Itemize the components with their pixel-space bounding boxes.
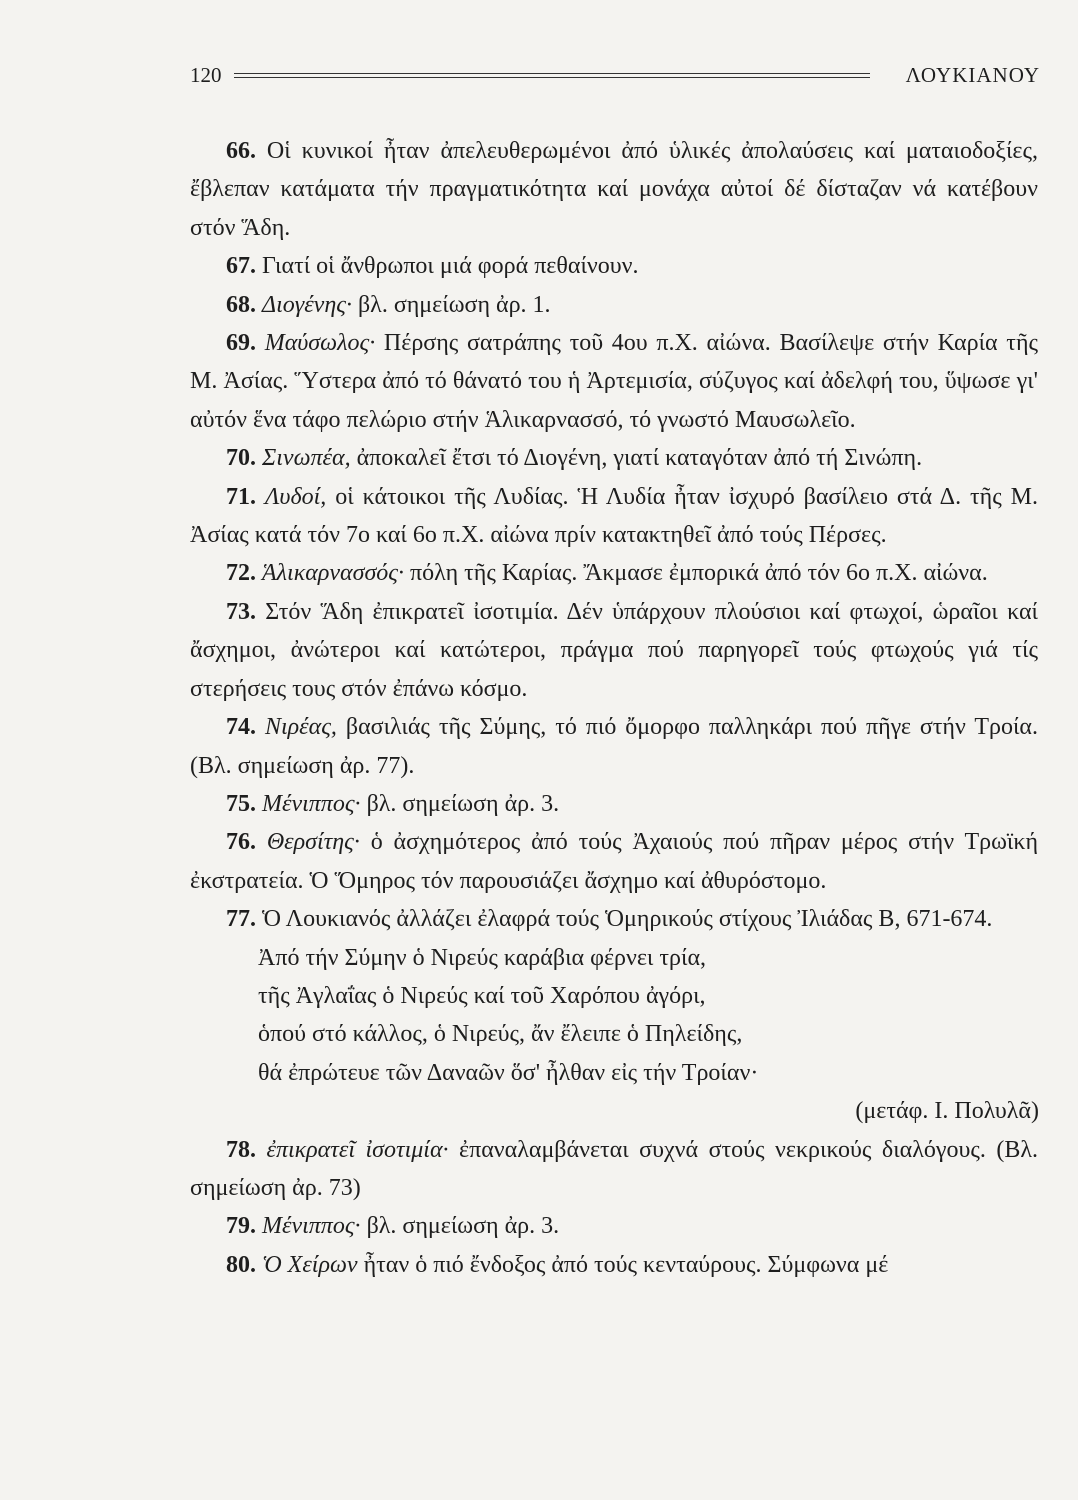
note-number: 76. bbox=[226, 829, 256, 856]
note-text: βλ. σημείωση ἀρ. 1. bbox=[351, 291, 551, 318]
note-text: Πέρσης σατράπης τοῦ 4ου π.Χ. αἰώνα. Βασίλεψε στήν Καρία τῆς Μ. Ἀσίας. Ὕστερα ἀπό τό θάνατό του ἡ Ἀρτεμισία, σύζυγος καί ἀδελφή του, ὕψωσε γι' αὐτόν ἕνα τάφο πελώριο στήν Ἁλικαρνασσό, τό γνωστό Μαυσωλεῖο. bbox=[190, 330, 1039, 433]
note-70 bbox=[190, 439, 1038, 477]
note-78 bbox=[190, 1131, 1038, 1208]
note-text: βλ. σημείωση ἀρ. 3. bbox=[360, 790, 560, 817]
running-title: ΛΟΥΚΙΑΝΟΥ bbox=[905, 63, 1040, 87]
note-lemma: Νιρέας, bbox=[264, 714, 337, 741]
note-text: οἱ κάτοικοι τῆς Λυδίας. Ἡ Λυδία ἦταν ἰσχυρό βασίλειο στά Δ. τῆς Μ. Ἀσίας κατά τόν 7ο καί 6ο π.Χ. αἰώνα πρίν κατακτηθεῖ ἀπό τούς Πέρσες. bbox=[190, 483, 1039, 549]
note-71 bbox=[190, 478, 1038, 555]
note-77 bbox=[190, 900, 1038, 938]
note-text: Οἱ κυνικοί ἦταν ἀπελευθερωμένοι ἀπό ὑλικές ἀπολαύσεις καί ματαιοδοξίες, ἔβλεπαν κατάματα τήν πραγματικότητα καί μονάχα αὐτοί δέ δίσταζαν νά κατέβουν στόν Ἅδη. bbox=[190, 138, 1038, 241]
note-76 bbox=[190, 823, 1038, 900]
note-text: ἀποκαλεῖ ἔτσι τό Διογένη, γιατί καταγόταν ἀπό τή Σινώπη. bbox=[350, 445, 923, 472]
verse-line: ὁπού στό κάλλος, ὁ Νιρεύς, ἄν ἔλειπε ὁ Πηλείδης, bbox=[258, 1021, 743, 1048]
note-text: Ὁ Λουκιανός ἀλλάζει ἐλαφρά τούς Ὁμηρικούς στίχους Ἰλιάδας Β, 671-674. bbox=[256, 906, 993, 933]
note-number: 79. bbox=[226, 1213, 256, 1240]
note-lemma: Σινωπέα, bbox=[262, 445, 351, 472]
note-number: 69. bbox=[226, 330, 256, 357]
note-lemma: ἐπικρατεῖ ἰσοτιμία· bbox=[266, 1136, 449, 1163]
note-text: ἦταν ὁ πιό ἔνδοξος ἀπό τούς κενταύρους. Σύμφωνα μέ bbox=[357, 1251, 889, 1278]
note-66 bbox=[190, 132, 1038, 247]
note-text: βλ. σημείωση ἀρ. 3. bbox=[360, 1213, 560, 1240]
note-80 bbox=[190, 1246, 1038, 1284]
note-number: 68. bbox=[226, 291, 256, 318]
note-text: πόλη τῆς Καρίας. Ἄκμασε ἐμπορικά ἀπό τόν 6ο π.Χ. αἰώνα. bbox=[404, 560, 988, 587]
header-rule bbox=[234, 73, 870, 78]
page-header bbox=[190, 60, 1040, 90]
note-number: 80. bbox=[226, 1251, 256, 1278]
note-72 bbox=[190, 554, 1038, 592]
note-number: 78. bbox=[226, 1136, 256, 1163]
verse-line: θά ἐπρώτευε τῶν Δαναῶν ὅσ' ἦλθαν εἰς τήν Τροίαν· bbox=[258, 1059, 759, 1086]
note-number: 77. bbox=[226, 906, 256, 933]
note-text: Γιατί οἱ ἄνθρωποι μιά φορά πεθαίνουν. bbox=[256, 253, 639, 280]
note-lemma: Ἁλικαρνασσός· bbox=[262, 560, 405, 587]
note-74 bbox=[190, 708, 1038, 785]
verse-quotation bbox=[190, 939, 1038, 1131]
note-text: Στόν Ἅδη ἐπικρατεῖ ἰσοτιμία. Δέν ὑπάρχουν πλούσιοι καί φτωχοί, ὡραῖοι καί ἄσχημοι, ἀνώτεροι καί κατώτεροι, πράγμα πού παρηγορεῖ τούς φτωχούς γιά τίς στερήσεις τους στόν ἐπάνω κόσμο. bbox=[190, 598, 1038, 702]
note-75 bbox=[190, 785, 1038, 823]
note-lemma: Μαύσωλος· bbox=[264, 330, 376, 357]
note-lemma: Μένιππος· bbox=[262, 790, 361, 817]
note-68 bbox=[190, 286, 1038, 324]
note-lemma: Θερσίτης· bbox=[266, 829, 360, 856]
note-67 bbox=[190, 247, 1038, 285]
verse-line: τῆς Ἀγλαΐας ὁ Νιρεύς καί τοῦ Χαρόπου ἀγόρι, bbox=[258, 982, 706, 1009]
verse-line: Ἀπό τήν Σύμην ὁ Νιρεύς καράβια φέρνει τρία, bbox=[258, 944, 707, 971]
note-lemma: Μένιππος· bbox=[262, 1213, 361, 1240]
note-number: 67. bbox=[226, 253, 256, 280]
verse-source: (μετάφ. Ι. Πολυλᾶ) bbox=[855, 1098, 1039, 1125]
note-number: 66. bbox=[226, 138, 256, 164]
note-text: βασιλιάς τῆς Σύμης, τό πιό ὄμορφο παλληκάρι πού πῆγε στήν Τροία. (Βλ. σημείωση ἀρ. 77). bbox=[190, 714, 1038, 779]
note-number: 73. bbox=[226, 598, 256, 625]
note-text: ὁ ἀσχημότερος ἀπό τούς Ἀχαιούς πού πῆραν μέρος στήν Τρωϊκή ἐκστρατεία. Ὁ Ὅμηρος τόν παρουσιάζει ἄσχημο καί ἀθυρόστομο. bbox=[190, 829, 1039, 894]
note-number: 72. bbox=[226, 560, 256, 587]
notes-body bbox=[190, 132, 1038, 1284]
note-lemma: Λυδοί, bbox=[264, 483, 327, 510]
note-number: 71. bbox=[226, 483, 256, 510]
note-69 bbox=[190, 324, 1038, 439]
note-lemma: Ὁ Χείρων bbox=[262, 1251, 358, 1278]
page-number: 120 bbox=[190, 63, 222, 87]
note-73 bbox=[190, 593, 1038, 708]
note-number: 70. bbox=[226, 445, 256, 472]
note-number: 74. bbox=[226, 714, 256, 741]
note-text: ἐπαναλαμβάνεται συχνά στούς νεκρικούς διαλόγους. (Βλ. σημείωση ἀρ. 73) bbox=[190, 1136, 1038, 1201]
note-79 bbox=[190, 1207, 1038, 1245]
note-number: 75. bbox=[226, 790, 256, 817]
note-lemma: Διογένης· bbox=[262, 291, 352, 318]
